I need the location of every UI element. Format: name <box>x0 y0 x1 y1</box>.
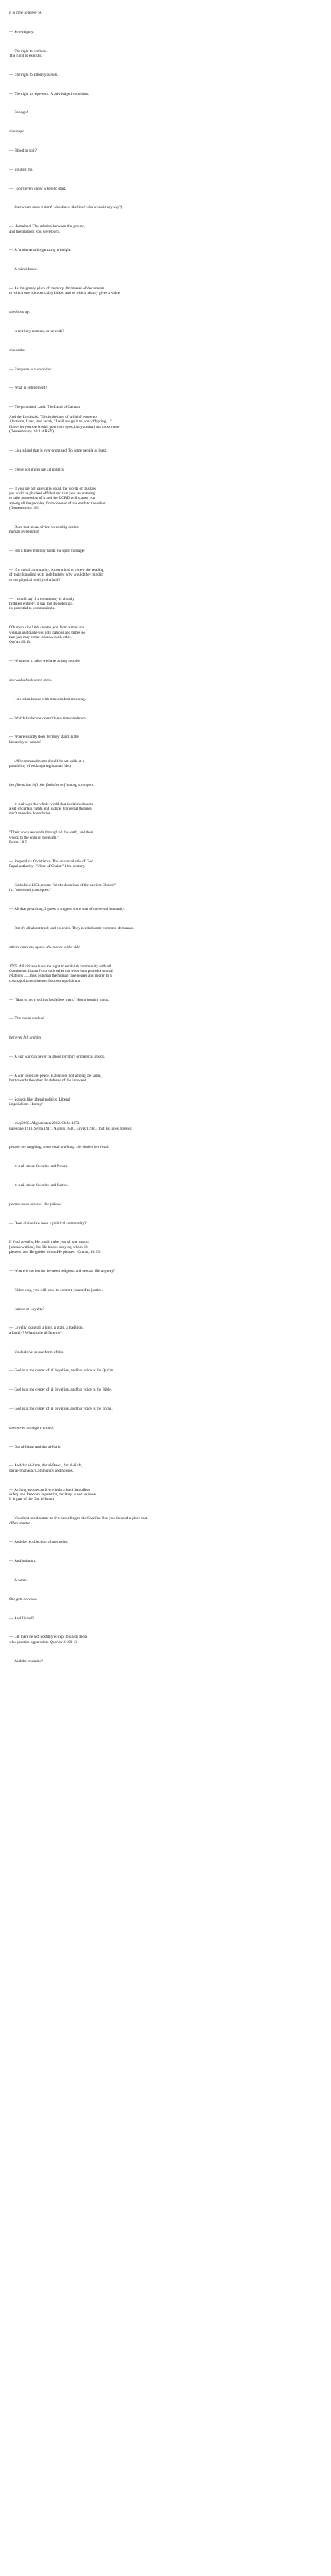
dialogue-line: — Justice or Loyalty? <box>9 1306 44 1312</box>
dialogue-line: — Where is the border between religious and secular life anyway? <box>9 1269 116 1274</box>
stage-direction: others enter the space. she moves to the side. <box>9 944 81 950</box>
dialogue-line: — A fundamental organizing principle. <box>9 248 72 253</box>
dialogue-line: — You don't need a state to live according to the Shari'aa. But you do need a place that offers shelter. <box>9 1516 148 1526</box>
stage-direction: she moves through a crowd. <box>9 1425 54 1430</box>
dialogue-line: — But a fixed territory holds the spirit hostage! <box>9 549 85 554</box>
dialogue-line: — And the crusades? <box>9 1658 44 1664</box>
stage-direction: She gets nervous. <box>9 1596 38 1602</box>
dialogue-line: — And dar al-Amn, dar al-Dawa, dar al-Kufr, dar al-Shahada. Community and houses. <box>9 1463 83 1473</box>
dialogue-line: — If you are not careful to do all the words of this law you shall be plucked off the land that you are entering to take possession of it and the LORD will scatter you among all the peoples, from one end of the earth to the other… (Deuteronomy 28) <box>9 486 110 511</box>
dialogue-line: — Does that mean divine ownership denies human ownership? <box>9 525 79 535</box>
dialogue-line: — Blood or soil? <box>9 148 37 153</box>
dialogue-line: — Where exactly does territory stand in the hierarchy of values? <box>9 735 79 745</box>
dialogue-line: 1795. All citizens have the right to establish community with all. Continents distant from each other can enter into peaceful mutual relations ......thus bringing the human race nearer and nearer to a cosmopolitan existence. Ius cosmopoliticum. <box>9 964 113 983</box>
dialogue-line: If God so wills, He could make you all one nation [umma wahida], but He leaves straying whom He pleases, and He guides whom He pleases. (Qur'an, 16:93) <box>9 1240 101 1255</box>
stage-direction: people are laughing, some loud and long. she shakes her head. <box>9 1145 110 1150</box>
dialogue-line: — But it's all about trade and colonies. They needed some common demeanor. <box>9 926 135 931</box>
stage-direction: she stops. <box>9 129 25 135</box>
dialogue-line: — You tell me. <box>9 167 34 172</box>
dialogue-line: — I don't even know where to start. <box>9 186 67 191</box>
dialogue-line: — God is at the center of all loyalties, and his voice is the Qur'an. <box>9 1368 114 1374</box>
dialogue-line: — God is at the center of all loyalties, and his voice is the Bible. <box>9 1387 112 1393</box>
stage-direction: her friend has left. she finds herself among strangers. <box>9 782 94 787</box>
stage-direction: she walks back some steps. <box>9 678 53 683</box>
dialogue-line: — Iraq 2005. Afghanistan 2002. Chile 1973. Palestine 1918. Syria 1917. Algiers 1830. Egypt 1798... that list goes forever. <box>9 1121 133 1131</box>
dialogue-line: — I would say if a community is already fulfilled entirely, it has lost its potential, its potential to communicate. <box>9 596 74 611</box>
dialogue-line: — The right to attach yourself. <box>9 72 59 77</box>
dialogue-line: — It is all about Security and Justice. <box>9 1183 69 1189</box>
dialogue-line: — That never worked. <box>9 1016 45 1022</box>
dialogue-line: — And intimacy. <box>9 1559 37 1564</box>
dialogue-line: — Dar al-Islam and dar al-Harb. <box>9 1444 61 1449</box>
dialogue-line: — I see a landscape with transcendent meaning. <box>9 696 86 702</box>
dialogue-line: — Loyalty to a god, a king, a state, a tradition, a family? What is the difference? <box>9 1325 84 1335</box>
dialogue-line: — An imaginary place of memory. Or masses of documents to which one is inextricably linked and to which history gives a voice. <box>9 285 121 296</box>
dialogue-line: — It is always the whole world that is claimed under a set of certain rights and justice. Universal theories don't attend to boundaries. <box>9 801 93 817</box>
dialogue-line: — Catholic c.1350, means "of the doctrines of the ancient Church" lit. "universally accepted." <box>9 883 116 893</box>
stage-direction: people move around. she follows. <box>9 1202 63 1207</box>
dialogue-line: — A just war can never be about territory or material goods. <box>9 1055 106 1060</box>
dialogue-line: — If a moral community, is commited to renew the reading of their founding texts indefinitely, why would they bind it to the physical reality of a land? <box>9 568 104 582</box>
stage-direction: she looks up. <box>9 310 30 315</box>
dialogue-line: — And Jihaad? <box>9 1616 34 1621</box>
dialogue-line: — Which landscape doesn't have transcendence. <box>9 716 87 721</box>
stage-direction: she smiles. <box>9 347 27 353</box>
dialogue-line: "Their voice resounds through all the earth, and their words to the ends of the earth." Psalm 18.5 <box>9 830 93 846</box>
dialogue-line: — Respublica Christiania. The universal rule of God. Papal authority! "Vicar of Christ." 12th century. <box>9 859 94 869</box>
dialogue-line: — A home. <box>9 1578 28 1583</box>
dialogue-line: — All that preaching. I guess it suggest some sort of universal humanity. <box>9 907 125 912</box>
dialogue-line: — And the recollection of memories. <box>9 1540 69 1545</box>
dialogue-line: — Like a land that is ever-promised. To some people at least. <box>9 448 107 453</box>
stage-direction: her eyes fall on him. <box>9 1035 42 1041</box>
dialogue-line: — The right to exclude. The right to execute. <box>9 48 48 58</box>
dialogue-line: — These scriptures are all politics. <box>9 467 65 472</box>
dialogue-line: — A war to secure peace. Extension, not among the same, but towards the other. In defense of the innocent. <box>9 1073 102 1084</box>
dialogue-line: — You believe in one form of life. <box>9 1349 64 1355</box>
dialogue-line: — (All commandments should be set aside at a possibility of endangering human life.) <box>9 758 84 769</box>
stage-direction: It is time to move on. <box>9 11 43 15</box>
dialogue-line: — The right to represent. A priviledged condition. <box>9 91 90 96</box>
dialogue-line: — (but where does it start? who draws the line? who owns it anyway?) <box>9 205 123 210</box>
dialogue-line: — Sovereignty. <box>9 29 34 34</box>
dialogue-line: — It is all about Security and Power. <box>9 1164 68 1169</box>
dialogue-line: — Homeland. The relation between the ground, and the moment you were born. <box>9 224 86 234</box>
dialogue-line: — Let there be not hostility except towards those who practice oppression. Quar'an 2:190 -3 <box>9 1635 88 1645</box>
dialogue-line: — The promised Land. The Land of Canaan. And the Lord said: This is the land of which I swore to Abraham, Isaac, and Jacob, "I will assign it to your offspring...." I have let you see it with your own eyes, but you shall not cross there. (Deuteronomy 34:1-4 RSV) <box>9 405 120 435</box>
dialogue-line: — What is entitlement? <box>9 386 48 391</box>
dialogue-line: — Enough! <box>9 110 28 116</box>
dialogue-line: — Is territory a means or an ends? <box>9 328 64 334</box>
dialogue-line: — As long as one can live within a land that offers safety and freedom to practice, territory is not an issue. It is part of the Dar al-Islam. <box>9 1487 97 1502</box>
dialogue-line: — Everyone is a colonizer. <box>9 367 53 372</box>
dialogue-line: — Either way, you will have to commit yourself to justice. <box>9 1287 103 1293</box>
dialogue-line: — A coincidence. <box>9 267 38 272</box>
dialogue-line: — Whatever it takes we have to stay mobile. <box>9 659 81 664</box>
dialogue-line: — God is at the center of all loyalties, and his voice is the Torah. <box>9 1407 113 1412</box>
dialogue-line: O'human kind! We created you from a man and woman and made you into nations and tribes so that you may come to know each other. Qur'an 49:13. <box>9 625 85 645</box>
dialogue-line: — Does divine law need a political community? <box>9 1221 87 1226</box>
dialogue-line: — Sounds like liberal politics. Liberal imperialism. Hurray! <box>9 1097 70 1107</box>
dialogue-line: — "Man is not a wolf to his fellow men." Homo homini lupus. <box>9 997 110 1003</box>
